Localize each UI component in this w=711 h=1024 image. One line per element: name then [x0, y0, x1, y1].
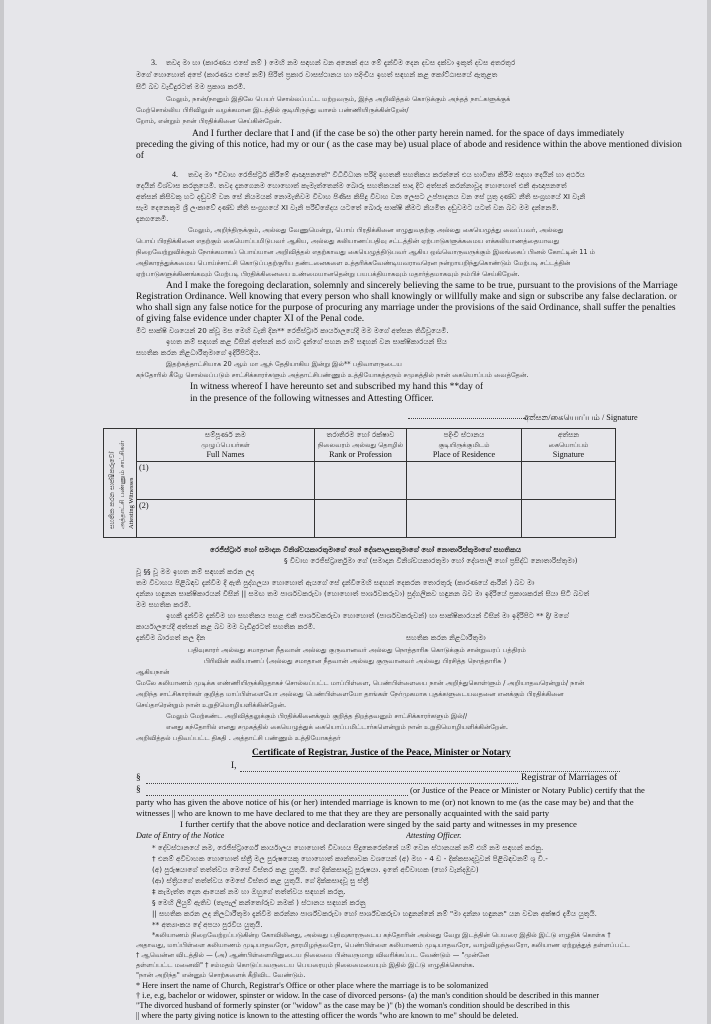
cert-si-line: දන්නා හඳුනන සාක්ෂිකාරයන් විසින් || සමඟ තම පාර්ශවකරුවා (හොහොත් පාර්ශවකරුවා) පුද්ගලිකව හඳුනන බව මා ඉදිරියේ ප්‍රකාශකරන් සියා සිටි බවත් [136, 589, 590, 598]
witness-side-label [103, 428, 138, 538]
witness-2-name[interactable] [137, 500, 315, 538]
witness-date-si: සහතික කරන නිළධාරීතුමාගේ ඉදිරිපිටදීය. [136, 348, 261, 357]
cert-en-s-mark: § [136, 773, 141, 783]
witness-date-ta: கந்தோரில் கீழே சொல்லப்படும் சாட்சிக்காரர்களும் அத்தாட்சிபண்ணும் உத்தியோகத்தரும் சமுகத்தில் நான் கையொப்பம் வைத்தேன். [136, 371, 529, 379]
section-4-ta-line: மேலும், அறிந்திருக்கும், அல்லது வேணுமென்று, பொய் பிரதிக்கினை எழுதுவதற்கு அல்லது கையெழுத்து வைப்பவர், அல்லது [188, 226, 564, 234]
section-4-ta-line: பொய் பிரதிக்கினை எதற்கும் கையொப்பமிடுபவர் ஆகிய, அல்லது கலியாணப்பதிவு சட்டத்தின் ஏற்பாடுகளுக்கமைய எக்கலியாணத்தையாவது [136, 237, 560, 245]
row-number: (2) [139, 501, 149, 510]
section-3-ta-line: மேலும், நான்/நானும் இதிலே பெயர் சொல்லப்பட்ட மற்றவரும், இந்த அறிவித்தல் கொடுக்கும் அந்தத் நாட்களுக்குக் [166, 95, 511, 103]
cert-si-line: තම විවාහය පිළිබඳව දැන්වීම දී ඇති පුද්ගලයා හොහොත් ඇයගේ සේ දැන්වීමෙහි සඳහන් දෙකරන තොරතුරු (කාරණයේ ආරීන් ) බව මා [136, 578, 535, 587]
witness-date-si: ඉහත නම් සඳහන් කළ විසින් අත්සන් කර ගාට දැන්ගේ සහන නම් සඳහන් වන සාක්ෂිකාරයන් සිය [166, 337, 448, 346]
note-ta: † ஆவென்ன விடத்தில் — (அ) ஆண்பிள்ளையினுடைய நிலைமை பின்வருமாறு விவரிக்கப்பட வேண்டும் — "முன்னே [136, 951, 490, 959]
note-ta: "நான் அறிந்த" என்னும் சொற்களைக் கீறிவிட வேண்டும். [136, 971, 306, 979]
header-ta: குடியிருக்குமிடம் [438, 441, 490, 449]
cert-en-para: I further certify that the above notice and declaration were singed by the said party and witnesses in my presence [180, 819, 577, 829]
note-si: ‡ කැමැත්ත දෙන ආයෙක් නම හා ඔහුගේ තත්ත්වය සඳහන් කරනු. [152, 887, 346, 896]
note-en: * Here insert the name of Church, Registrar's Office or other place where the marriage is to be solomanized [136, 981, 489, 990]
side-label-si: සහතික කරන සාක්ෂිකරුවෝ [108, 451, 116, 529]
cert-ta-line: அறிவித்தல் பதிவப்பட்ட திகதி . அத்தாட்சி பண்ணும் உத்தியோகத்தர் [136, 734, 341, 742]
section-3-en-line: of [136, 151, 144, 161]
section-3-ta-line: மேற்சொல்லிய பிரிவிலுள் வழக்கமான இடத்தில் குடியிருந்து வாசம் பண்ணியிருக்கின்றேன்/ [136, 106, 409, 114]
section-4-ta-line: நிறைவேற்றுவிக்கும் நோக்கமாகப் பொய்யான அறிவித்தல் எதற்காவது கையெழுத்திடுபவர் ஆகிய ஒவ்வொருவருக்கும் இலங்கைப் பினல் கோட்டின் 11 ம் [136, 248, 596, 256]
cert-en-para: witnesses || who are known to me have declared to me that they are they are personally acquainted with the said party [136, 808, 550, 818]
header-signature [522, 429, 616, 462]
note-en: † i.e, e.g, bachelor or widower, spinster or widow. In the case of divorced persons- (a) the man's condition should be described in this manner [136, 991, 600, 1000]
header-si: තරාතිරම හෝ රක්ෂාව [326, 430, 395, 439]
section-4-si-line: සැම දෙනෙකුම ශ්‍රී ලංකාවේ දණ්ඩ නීති සංග්‍රහයේ XI වැනි පරිච්ඡේදය යටතේ බොරු සාක්ෂි කීමට නියමිත දඬුවමට යටත් වන බව මම දන්නෙමි. [136, 203, 559, 212]
cert-si-date-notice: දැන්වීම බාරගත් කල දින [136, 633, 206, 642]
side-label-ta: அத்தாட்சி பண்ணும் சாட்சிகள் [118, 440, 126, 529]
header-full-names [137, 429, 315, 462]
cert-en-attest: Attesting Officer. [406, 831, 462, 840]
cert-ta-line: செய்தாரென்றும் நான் உறுதிமொழியளிக்கின்றேன். [136, 701, 287, 709]
section-4-en-line: of giving false evidence under chapter XI of the Penal code. [136, 314, 365, 324]
note-si: † එනම් අවිවාහක හොහොත් ස්ත්‍රී මල පුරුෂයෙකු හොහොත් කාන්තාවක වශයෙන් (අ) මහ - 4 ඩ - දික්කසාදවූවන් පිළිබඳවනම් ශු වි.- [152, 854, 548, 863]
witness-date-ta: இதற்கத்தாட்சியாக 20 ஆம் மா ஆந் தேதியாகிய இன்று இல்** பதிவாளருடைய [166, 360, 402, 368]
note-si: || සහතික කරන ලද නිලධාරීතුමා දැන්වීම කරන්නා පාර්ශ්වකරුවා හෝ පාර්ශ්වකරුවා හඳුනන්නේ නම් "මා දන්නා හඳුනන" යන වචන අක්ෂර දැමිය යුතුයි. [152, 909, 597, 918]
witness-1-signature[interactable] [522, 462, 616, 500]
header-si: සම්පූර්ණ නම [205, 430, 246, 439]
note-si: ** අත්‍යාංකය දේ අපයා පුරවිය යුතුයි. [152, 920, 263, 929]
note-en: || where the party giving notice is known to the attesting officer the words "who are known to me" should be deleted. [136, 1011, 519, 1020]
header-ta: நிலைவரம் அல்லது தொழில் [317, 441, 404, 449]
header-en: Place of Residence [432, 450, 496, 459]
cert-name-line[interactable] [146, 783, 518, 784]
cert-en-jp: (or Justice of the Peace or Minister or Notary Public) certify that the [410, 785, 645, 795]
cert-en-para: party who has given the above notice of his (or her) intended marriage is known to me (or) not known to me (as the case may be) and that the [136, 797, 634, 807]
header-en: Rank or Profession [329, 450, 392, 459]
section-3-ta-line: றோம், என்றும் நான் பிரதிக்கினை செய்கின்றேன். [136, 117, 282, 125]
cert-en-s-mark: § [136, 785, 141, 795]
header-residence [407, 429, 522, 462]
header-ta: கையொப்பம் [548, 441, 589, 449]
cert-en-date-entry: Date of Entry of the Notice [136, 831, 225, 840]
section-3-si-line: සිටි බව වැඩිදුරටත් මම ප්‍රකාශ කරමි. [136, 82, 246, 91]
cert-si-line: මම සහතික කරමි. [136, 600, 192, 609]
cert-si-line: ඉහකී දැන්වීම දැන්වීම හා සහතිකය පහළ එකී පාර්ශවකරුවා හොහොත් (පාර්ශවකරුවන්) හා සාක්ෂිකාරයන් විසින් මා ඉදිරිපිට ** දී/ මගේ [166, 611, 569, 620]
section-4-en-line: Registration Ordinance. Well knowing that every person who shall knowingly or willfully make and sign or subscribe any false declaration. or [136, 292, 677, 302]
witness-1-name[interactable] [137, 462, 315, 500]
header-ta: முழுப்பெயர்கள் [201, 441, 250, 449]
header-si: අත්සන [557, 430, 580, 439]
section-3-number: 3. [151, 58, 157, 67]
witness-table [136, 428, 616, 538]
cert-si-attest: සහතික කරන නිළධාරීතුමා [406, 633, 486, 642]
witness-1-rank[interactable] [315, 462, 407, 500]
witness-date-en: In witness whereof I have hereunto set and subscribed my hand this **day of [190, 382, 484, 392]
cert-ta-line: எனது கந்தோரில் எனது சமுகத்தில் கையெழுத்துக் கையொப்பமிட்டார்களென்றும் நான் உறுதிமொழியளிக்கின்றேன். [166, 723, 508, 731]
section-4-si-line: දෙයින් විශ්වාස කරනුයෙමි. තවද දැනගෙනම හොහොත් කැමැත්තෙන්ම බොරු සහතිකයක් සාදා දීට අත්සන් කරන්නාවූද හොහොත් එකී ආඥාපනතේ [136, 181, 567, 190]
section-4-si-line: තවද මා "විවාහ රෙජිස්ට්‍රර් කිරීමේ ආඥාපනතේ" විධිවිධාන පරිදි ඉහතකී සහතිකය කරන්නේ එය භාවිතා කිරීම සඳහා දෙයින් හා අර්ථය [188, 170, 585, 179]
signature-label: අත්සන/கையொப்பம் / Signature [524, 413, 638, 422]
side-label-en: Attesting Witnesses [128, 477, 135, 529]
section-3-si-line: තවද මා හා (කාරණය එසේ නම් ) මෙහි නම සඳහන් වන අනෙක් අය මේ දැන්වීම දෙන දවස දක්වා ඉකුත් දවස අතරතුර [166, 58, 516, 67]
witness-2-rank[interactable] [315, 500, 407, 538]
witness-1-residence[interactable] [407, 462, 522, 500]
witness-date-en: in the presence of the following witnesses and Attesting Officer. [190, 394, 434, 404]
witness-date-si: මීට සාක්ෂි වශයෙන් 20 ක්වූ මස මෙහි වැනි දින** රෙජිස්ට්‍රාර් කාර්යාලයේදී මම මගේ අත්සන තිබිවූයෙමි. [136, 326, 449, 335]
note-si: § මෙහි ලියුම් ඇතිව (තැපැල් කන්තෝරුව නමක් ) ස්ථානය සඳහන් කරනු [152, 898, 366, 907]
witness-2-residence[interactable] [407, 500, 522, 538]
cert-division-line[interactable] [146, 795, 408, 796]
cert-ta-line: பதிவுகாரர் அல்லது சமாதான நீதவான் அல்லது குருவானவர் அல்லது நொத்தாரிசு கொடுக்கும் சான்றுவரப் பத்திரம் [188, 646, 526, 654]
note-ta: தள்ளப்பட்ட மனைவி" † சம்மதம் கொடுப்பவருடைய பெயரையும் நிலைமையையும் இதில் இட்டு எழுதிக்கொள்க. [136, 961, 475, 969]
section-4-number: 4. [172, 170, 178, 179]
note-si: (අ) පුරුෂයාගේ තත්ත්වය මෙසේ විස්තර කළ යුතුයි. ගේ දික්කසාදවූ පුරුෂයා. ඉතේ අවිවාහක (හෝ වැන්දඹුව) [152, 865, 479, 874]
signature-line [408, 418, 528, 419]
cert-si-line: කාර්යාලයේදී අත්සන් කළ බව මම වැඩිදුරටත් සහතික කරමි. [136, 622, 316, 631]
cert-ta-line: அறிந்த சாட்சிகாரர்கள் குறித்த மாப்பிள்ளையோ அல்லது பெண்பிள்ளையோ தாங்கள் நேர்முகமாக புதக்களுடையவதனை எனக்கும் பிரதிக்கினை [136, 690, 564, 698]
cert-en-registrar: Registrar of Marriages of [521, 773, 618, 783]
row-number: (1) [139, 463, 149, 472]
section-4-ta-line: அதிகாரத்துக்கமைய பொய்ச்சாட்சி கொடுப்பதற்குரிய தண்டனைகளை உத்தரிக்கவேண்டியவராவரென நன்றாயறிந்துகொண்டும் மேற்படி சட்டத்தின் [136, 259, 571, 267]
cert-ta-line: பிரிவின் கலியாணப் (அல்லது சமாதான நீதவான் அல்லது குருவானவர் அல்லது பிரசித்த நொத்தாரிசு ) [204, 657, 507, 665]
note-ta: அதாவது, மாப்பிள்ளை கலியாணம் முடியாதவரோ, தாரமிழந்தவரோ, பெண்பிள்ளை கலியாணம் முடியாதவரோ, வாழ்விழந்தவரோ, கலியாண ஏற்றுத்துத் தள்ளப்பட்ட [136, 941, 631, 949]
cert-en-l-mark: I, [231, 761, 237, 771]
cert-ta-line: மேலே கலியாணம் முடிக்க எண்ணியிருக்கிறதாகச் சொல்லப்பட்ட மாப்பிள்ளை, பெண்பிள்ளையை நான் அறிந்துகொள்ளும் / அறியாதவரென்றும்/ நான் [136, 679, 585, 687]
note-en: "The divorced husband of formerly spinster (or "widow" as the case may be )" (b) the woman's condition should be described in this [136, 1001, 570, 1010]
section-4-ta-line: ஏற்பாடுகளுக்கிணங்கவும் மேற்படி பிரதிக்கினையை உண்மையானதென்று பயபக்தியாகவும் மதார்த்தமாகவும் நம்பிச் செய்கிறேன். [136, 270, 520, 278]
header-si: පදිංචි ස්ථානය [443, 430, 485, 439]
section-4-en-line: And I make the foregoing declaration, solemnly and sincerely believing the same to be true, pursuant to the provisions of the Marriage [166, 281, 678, 291]
note-si: (ආ) ස්ත්‍රියගේ තත්ත්වය මෙසේ විස්තර කළ යුතුයි. ගේ දික්කසාදවූ සු ස්ත්‍රී [152, 876, 369, 885]
witness-2-signature[interactable] [522, 500, 616, 538]
section-3-en-line: preceding the giving of this notice, had my or our ( as the case may be) usual place of abode and residence within the above mentioned division [136, 140, 682, 150]
cert-ta-line: ஆகியநான் [136, 668, 170, 676]
cert-si-heading: රෙජිස්ට්‍රාර් හෝ සමාදාන විනිශ්චයකාරතුමාගේ හෝ දේශපාලකතුමාගේ හෝ නොතාරිස්තුමාගේ සහතිකය [210, 545, 522, 554]
section-3-si-line: මගේ හොහොත් අපේ (කාරණය එසේ නම්) සිරිත් ප්‍රකාර වාසස්ථානය හා පදිංචිය ඉහත් සඳහන් කළ කෝට්ඨාසයේ ඇතුළත [136, 70, 498, 79]
cert-name-line[interactable] [240, 771, 620, 772]
cert-en-heading: Certificate of Registrar, Justice of the Peace, Minister or Notary [252, 748, 511, 758]
section-4-si-line: දැනගනෙමි. [136, 214, 169, 223]
section-4-en-line: who shall sign any false notice for the purpose of procuring any marriage under the provisions of the said Ordinance, shall suffer the penalties [136, 303, 676, 313]
header-en: Signature [552, 450, 585, 459]
section-4-si-line: අත්සන් කිසිවකු හට දඬුවම් වන සේ නියමයක් නොමැතිවම විවාහ පිණිස කිසිදු විවාහ වන ලෙසට උප්පාදනය වන සේ යුතු දණ්ඩ නීති සංග්‍රහයේ XI වැනි [136, 192, 586, 201]
header-en: Full Names [206, 450, 245, 459]
header-rank [315, 429, 407, 462]
cert-si-line: § විවාහ රෙජිස්ට්‍රාර්තුමා ගේ (සමාදාන විනිශ්චයකාරතුමා හෝ දේශපාලී හෝ ප්‍රසිද්ධ නොතාරිස්තුමා) [284, 556, 578, 565]
cert-si-line: වූ §§ වූ මම ඉහත නම් සඳහන් කරන ලද [136, 567, 255, 576]
section-3-en-line: And I further declare that I and (if the case be so) the other party herein named. for the space of days immediately [192, 129, 625, 139]
cert-ta-line: மேலும் மேற்கண்ட அறிவித்தலுக்கும் பிரதிக்கினைக்கும் குறித்த திறத்தவனும் சாட்சிக்காரர்களும் இல்// [166, 712, 468, 720]
notice-form-page [4, 0, 707, 1024]
note-si: * දේවස්ථානයේ නම, රෙජිස්ට්‍රාර්ගේ කාර්යාලය හොහොත් විවාහය සිදුකෙරෙන්නේ යම් වෙන ස්ථානයක් නම් එහි නම සඳහන් කරනු. [152, 843, 544, 852]
note-ta: *கலியாணம் நிறைவேற்றப்படுகின்ற கோவிலினது, அல்லது பதிவுகாரருடைய கந்தோரின் அல்லது வேறு இடத்தின் பெயரை இதில் இட்டு எழுதிக் கொள்க † [152, 931, 611, 939]
